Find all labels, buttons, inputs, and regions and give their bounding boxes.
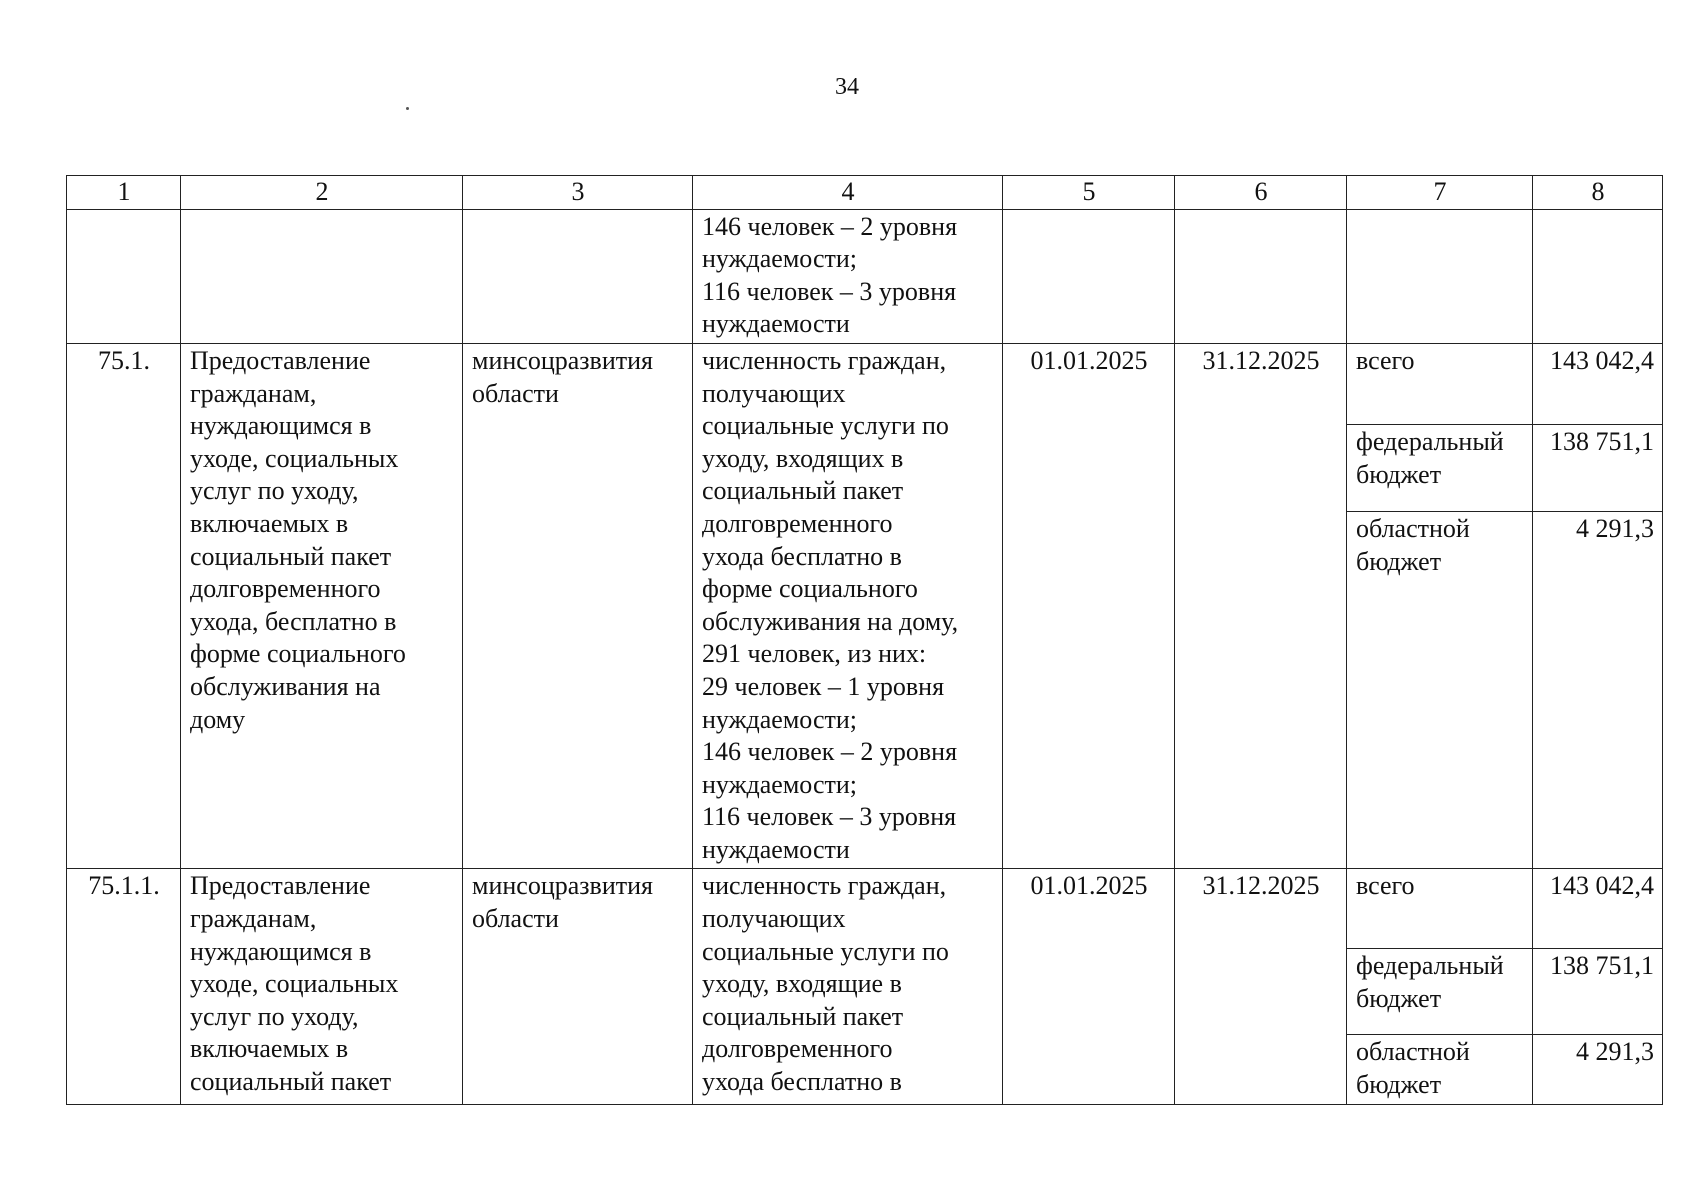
cell-empty — [463, 209, 693, 343]
funding-source: федеральный бюджет — [1347, 425, 1533, 512]
start-date: 01.01.2025 — [1003, 343, 1175, 869]
program-activities-table — [66, 175, 1663, 1105]
end-date: 31.12.2025 — [1175, 869, 1347, 1104]
row-number: 75.1. — [67, 343, 181, 869]
funding-amount: 143 042,4 — [1533, 343, 1663, 424]
funding-amount: 138 751,1 — [1533, 949, 1663, 1035]
cell-empty — [1175, 209, 1347, 343]
funding-amount: 4 291,3 — [1533, 512, 1663, 869]
cell-empty — [1533, 209, 1663, 343]
column-number-row — [67, 176, 1663, 210]
funding-amount: 143 042,4 — [1533, 869, 1663, 949]
page-number: 34 — [835, 74, 859, 100]
column-number: 8 — [1533, 176, 1663, 210]
funding-amount: 138 751,1 — [1533, 425, 1663, 512]
executor: минсоцразвития области — [463, 343, 693, 869]
column-number: 6 — [1175, 176, 1347, 210]
indicator: численность граждан, получающих социальные услуги по уходу, входящих в социальный пакет долговременного ухода бесплатно в форме социального обслуживания на дому, 291 человек, из них: 29 человек – 1 уровня нуждаемости; 146 человек – 2 уровня нуждаемости; 116 человек – 3 уровня нуждаемости — [693, 343, 1003, 869]
activity-name: Предоставление гражданам, нуждающимся в уходе, социальных услуг по уходу, включаемых в социальный пакет — [181, 869, 463, 1104]
cell-empty — [67, 209, 181, 343]
row-number: 75.1.1. — [67, 869, 181, 1104]
indicator-continuation: 146 человек – 2 уровня нуждаемости; 116 человек – 3 уровня нуждаемости — [693, 209, 1003, 343]
end-date: 31.12.2025 — [1175, 343, 1347, 869]
column-number: 5 — [1003, 176, 1175, 210]
cell-empty — [1347, 209, 1533, 343]
cell-empty — [1003, 209, 1175, 343]
column-number: 3 — [463, 176, 693, 210]
indicator: численность граждан, получающих социальные услуги по уходу, входящие в социальный пакет долговременного ухода бесплатно в — [693, 869, 1003, 1104]
funding-source: всего — [1347, 343, 1533, 424]
funding-source: федеральный бюджет — [1347, 949, 1533, 1035]
table-row — [67, 869, 1663, 949]
scan-speck — [406, 107, 409, 110]
continuation-row — [67, 209, 1663, 343]
table-row — [67, 343, 1663, 424]
executor: минсоцразвития области — [463, 869, 693, 1104]
funding-amount: 4 291,3 — [1533, 1035, 1663, 1104]
column-number: 1 — [67, 176, 181, 210]
cell-empty — [181, 209, 463, 343]
funding-source: областной бюджет — [1347, 512, 1533, 869]
column-number: 7 — [1347, 176, 1533, 210]
column-number: 2 — [181, 176, 463, 210]
funding-source: областной бюджет — [1347, 1035, 1533, 1104]
activity-name: Предоставление гражданам, нуждающимся в уходе, социальных услуг по уходу, включаемых в социальный пакет долговременного ухода, бесплатно в форме социального обслуживания на дому — [181, 343, 463, 869]
funding-source: всего — [1347, 869, 1533, 949]
column-number: 4 — [693, 176, 1003, 210]
start-date: 01.01.2025 — [1003, 869, 1175, 1104]
